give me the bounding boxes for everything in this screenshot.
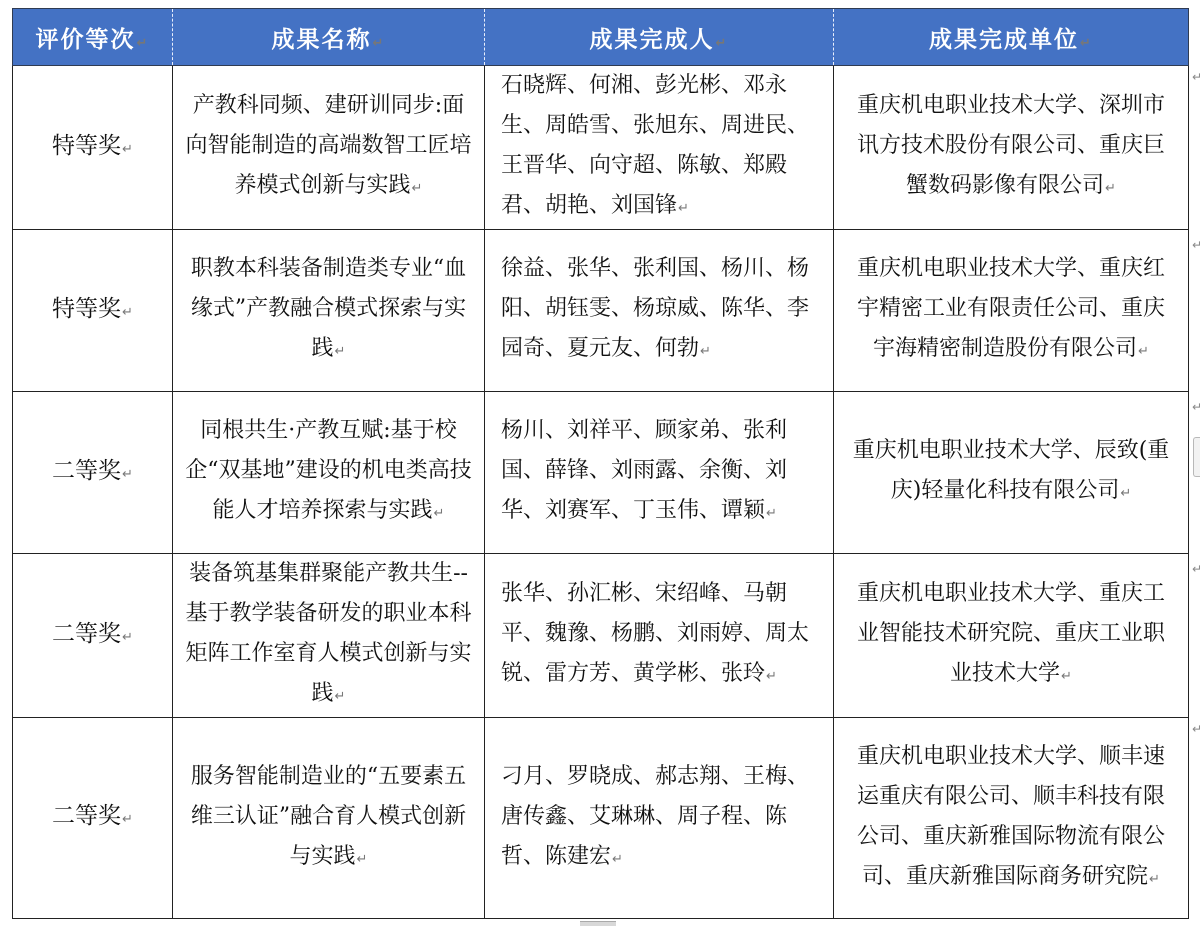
header-level: 评价等次↵ [13, 9, 173, 66]
achievement-people: 杨川、刘祥平、顾家弟、张利国、薛锋、刘雨露、余衡、刘华、刘赛军、丁玉伟、谭颖↵ [485, 392, 834, 554]
achievement-name: 产教科同频、建研训同步:面向智能制造的高端数智工匠培养模式创新与实践↵ [173, 66, 485, 230]
row-end-mark: ↵ [1192, 400, 1202, 414]
row-end-mark: ↵ [1192, 70, 1202, 84]
award-level: 特等奖↵ [13, 66, 173, 230]
awards-table [12, 8, 1189, 919]
achievement-name: 职教本科装备制造类专业“血缘式”产教融合模式探索与实践↵ [173, 230, 485, 392]
scroll-handle[interactable] [1193, 437, 1200, 477]
table-row [13, 392, 1189, 554]
achievement-name: 同根共生·产教互赋:基于校企“双基地”建设的机电类高技能人才培养探索与实践↵ [173, 392, 485, 554]
row-end-mark: ↵ [1192, 562, 1202, 576]
header-name: 成果名称↵ [173, 9, 485, 66]
achievement-people: 石晓辉、何湘、彭光彬、邓永生、周皓雪、张旭东、周进民、王晋华、向守超、陈敏、郑殿君、胡艳、刘国锋↵ [485, 66, 834, 230]
table-row [13, 230, 1189, 392]
achievement-units: 重庆机电职业技术大学、辰致(重庆)轻量化科技有限公司↵ [834, 392, 1189, 554]
table-row [13, 554, 1189, 718]
award-level: 二等奖↵ [13, 554, 173, 718]
achievement-people: 刁月、罗晓成、郝志翔、王梅、唐传鑫、艾琳琳、周子程、陈哲、陈建宏↵ [485, 718, 834, 919]
achievement-units: 重庆机电职业技术大学、重庆工业智能技术研究院、重庆工业职业技术大学↵ [834, 554, 1189, 718]
achievement-name: 服务智能制造业的“五要素五维三认证”融合育人模式创新与实践↵ [173, 718, 485, 919]
header-people: 成果完成人↵ [485, 9, 834, 66]
award-level: 二等奖↵ [13, 718, 173, 919]
row-end-mark: ↵ [1192, 722, 1202, 736]
achievement-units: 重庆机电职业技术大学、顺丰速运重庆有限公司、顺丰科技有限公司、重庆新雅国际物流有限公司、重庆新雅国际商务研究院↵ [834, 718, 1189, 919]
row-end-mark: ↵ [1192, 238, 1202, 252]
achievement-units: 重庆机电职业技术大学、重庆红宇精密工业有限责任公司、重庆宇海精密制造股份有限公司↵ [834, 230, 1189, 392]
bottom-scroll-handle[interactable] [580, 921, 616, 926]
table-row [13, 66, 1189, 230]
achievement-name: 装备筑基集群聚能产教共生--基于教学装备研发的职业本科矩阵工作室育人模式创新与实践↵ [173, 554, 485, 718]
table-row [13, 718, 1189, 919]
achievement-people: 徐益、张华、张利国、杨川、杨阳、胡钰雯、杨琼威、陈华、李园奇、夏元友、何勃↵ [485, 230, 834, 392]
award-level: 二等奖↵ [13, 392, 173, 554]
award-level: 特等奖↵ [13, 230, 173, 392]
header-units: 成果完成单位↵ [834, 9, 1189, 66]
header-row [13, 9, 1189, 66]
achievement-people: 张华、孙汇彬、宋绍峰、马朝平、魏豫、杨鹏、刘雨婷、周太锐、雷方芳、黄学彬、张玲↵ [485, 554, 834, 718]
achievement-units: 重庆机电职业技术大学、深圳市讯方技术股份有限公司、重庆巨蟹数码影像有限公司↵ [834, 66, 1189, 230]
